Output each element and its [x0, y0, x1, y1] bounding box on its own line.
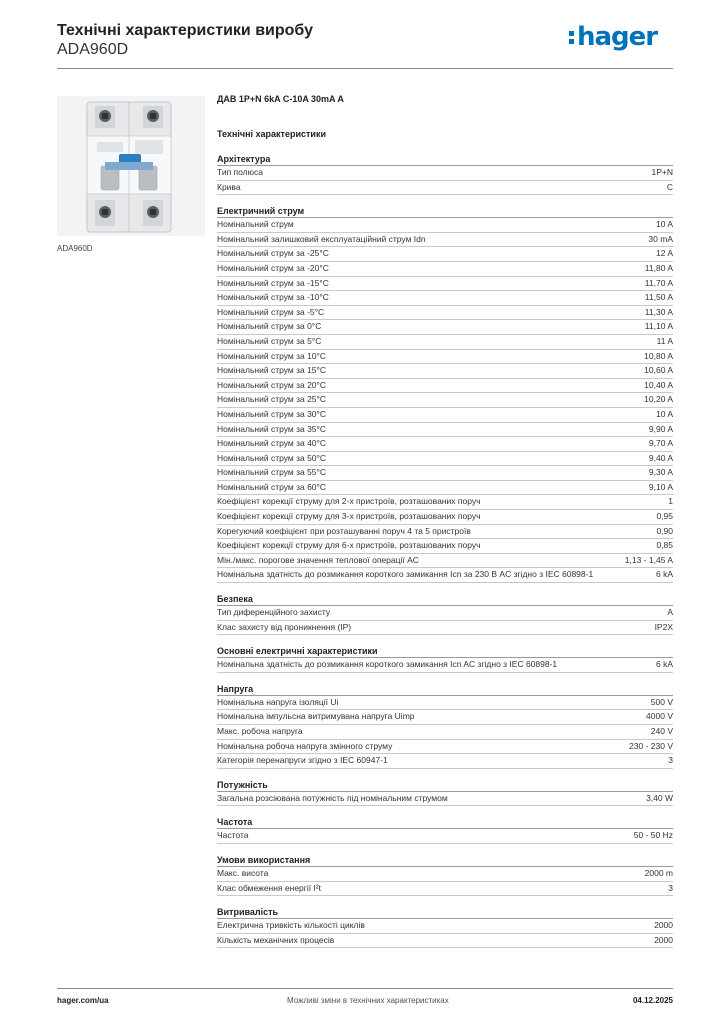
spec-row — [217, 291, 673, 306]
spec-label: Номінальний струм за 50°C — [217, 452, 327, 463]
hager-logo — [569, 22, 673, 52]
spec-label: Крива — [217, 181, 241, 192]
spec-row — [217, 754, 673, 769]
spec-label: Макс. висота — [217, 867, 269, 878]
spec-value: 9,40 A — [648, 452, 673, 463]
spec-value: 11,80 A — [644, 262, 673, 273]
spec-row — [217, 867, 673, 882]
spec-row — [217, 350, 673, 365]
spec-value: 10 A — [655, 408, 673, 419]
spec-value: 1 — [668, 496, 673, 507]
spec-label: Номінальний залишковий експлуатаційний струм Idn — [217, 233, 426, 244]
footer-note: Можливі зміни в технічних характеристиках — [287, 996, 449, 1005]
spec-label: Коефіцієнт корекції струму для 6-х пристроїв, розташованих поруч — [217, 540, 481, 551]
spec-value: 10,60 A — [644, 365, 673, 376]
spec-row — [217, 725, 673, 740]
spec-row — [217, 423, 673, 438]
spec-row — [217, 606, 673, 621]
spec-label: Частота — [217, 830, 249, 841]
section-title: Безпека — [217, 593, 673, 606]
section-title: Частота — [217, 816, 673, 829]
product-image — [57, 96, 205, 236]
spec-value: 10,20 A — [644, 394, 673, 405]
spec-value: 500 V — [650, 696, 673, 707]
spec-row — [217, 919, 673, 934]
spec-row — [217, 452, 673, 467]
spec-label: Номінальний струм за 40°C — [217, 438, 327, 449]
section-title: Напруга — [217, 683, 673, 696]
spec-row — [217, 218, 673, 233]
spec-sections — [217, 153, 673, 948]
spec-row — [217, 568, 673, 583]
spec-label: Загальна розсіювана потужність під номінальним струмом — [217, 792, 448, 803]
spec-row — [217, 829, 673, 844]
spec-content — [217, 94, 673, 948]
spec-row — [217, 335, 673, 350]
spec-label: Номінальна імпульсна витримувана напруга Uimp — [217, 711, 415, 722]
spec-row — [217, 934, 673, 949]
spec-value: 11 A — [656, 335, 673, 346]
spec-row — [217, 710, 673, 725]
section-title: Витривалість — [217, 906, 673, 919]
logo-text: hager — [577, 22, 658, 52]
spec-value: 11,10 A — [644, 321, 673, 332]
spec-row — [217, 262, 673, 277]
spec-row — [217, 510, 673, 525]
spec-section — [217, 153, 673, 195]
spec-heading: Технічні характеристики — [217, 129, 326, 139]
section-title: Потужність — [217, 779, 673, 792]
footer-date: 04.12.2025 — [632, 996, 673, 1005]
spec-section — [217, 205, 673, 583]
spec-row — [217, 437, 673, 452]
spec-value: 0,90 — [656, 525, 673, 536]
spec-section — [217, 645, 673, 673]
spec-value: 11,50 A — [644, 292, 673, 303]
spec-value: 240 V — [650, 726, 673, 736]
spec-section — [217, 906, 673, 948]
spec-row — [217, 882, 673, 897]
spec-section — [217, 779, 673, 807]
spec-row — [217, 306, 673, 321]
spec-label: Тип полюса — [217, 167, 263, 177]
spec-value: 6 kA — [655, 659, 673, 670]
document-title: Технічні характеристики виробу — [57, 22, 313, 39]
spec-label: Номінальний струм за -20°C — [217, 262, 329, 273]
spec-value: 9,90 A — [648, 423, 673, 434]
spec-value: A — [667, 607, 673, 618]
spec-value: 9,30 A — [648, 467, 673, 478]
spec-label: Номінальний струм за 30°C — [217, 408, 327, 419]
spec-value: 4000 V — [646, 711, 673, 722]
product-code: ADA960D — [57, 41, 129, 58]
spec-value: 3 — [668, 755, 673, 766]
spec-label: Тип диференційного захисту — [217, 607, 331, 618]
spec-label: Номінальний струм за 60°C — [217, 481, 327, 492]
spec-row — [217, 539, 673, 554]
spec-label: Номінальний струм за 55°C — [217, 467, 327, 478]
spec-label: Клас обмеження енергії I²t — [217, 882, 322, 893]
product-name: ДАВ 1P+N 6kA C-10A 30mA A — [217, 94, 344, 104]
spec-value: 0,95 — [656, 511, 673, 522]
spec-value: 11,30 A — [644, 306, 673, 317]
section-title: Електричний струм — [217, 205, 673, 218]
spec-label: Номінальна напруга ізоляції Ui — [217, 696, 339, 707]
section-title: Архітектура — [217, 153, 673, 166]
spec-label: Номінальний струм за -10°C — [217, 292, 329, 303]
spec-row — [217, 320, 673, 335]
spec-value: 3 — [668, 882, 673, 893]
spec-label: Номінальний струм за 35°C — [217, 423, 327, 434]
spec-label: Номінальний струм за 20°C — [217, 379, 327, 390]
spec-value: IP2X — [654, 621, 673, 632]
spec-row — [217, 277, 673, 292]
spec-label: Мін./макс. порогове значення теплової операції AC — [217, 554, 419, 565]
spec-label: Номінальний струм за 25°C — [217, 394, 327, 405]
spec-row — [217, 247, 673, 262]
spec-value: 2000 — [654, 934, 673, 945]
spec-label: Коефіцієнт корекції струму для 2-х пристроїв, розташованих поруч — [217, 496, 481, 507]
footer-divider — [57, 988, 673, 989]
spec-row — [217, 740, 673, 755]
spec-row — [217, 233, 673, 248]
spec-label: Номінальний струм за 15°C — [217, 365, 327, 376]
spec-value: 230 - 230 V — [629, 740, 673, 751]
spec-value: 30 mA — [648, 233, 673, 244]
header-divider — [57, 68, 673, 69]
spec-label: Макс. робоча напруга — [217, 726, 303, 736]
spec-value: 10,80 A — [644, 350, 673, 361]
spec-value: 50 - 50 Hz — [633, 830, 673, 841]
spec-row — [217, 495, 673, 510]
spec-row — [217, 658, 673, 673]
page-header — [57, 22, 673, 72]
spec-section — [217, 816, 673, 844]
spec-row — [217, 408, 673, 423]
spec-row — [217, 792, 673, 807]
spec-label: Номінальна здатність до розмикання короткого замикання Icn AC згідно з IEC 60898-1 — [217, 659, 558, 670]
spec-label: Номінальний струм за 10°C — [217, 350, 327, 361]
spec-row — [217, 466, 673, 481]
section-title: Основні електричні характеристики — [217, 645, 673, 658]
product-image-caption: ADA960D — [57, 244, 93, 253]
spec-label: Корегуючий коефіцієнт при розташуванні поруч 4 та 5 пристроїв — [217, 525, 471, 536]
spec-value: 1,13 - 1,45 A — [624, 554, 673, 565]
spec-section — [217, 854, 673, 896]
spec-label: Номінальний струм — [217, 219, 294, 230]
spec-row — [217, 166, 673, 181]
spec-row — [217, 554, 673, 569]
spec-label: Номінальний струм за -25°C — [217, 248, 329, 259]
circuit-breaker-icon — [57, 96, 205, 236]
spec-label: Коефіцієнт корекції струму для 3-х пристроїв, розташованих поруч — [217, 511, 481, 522]
spec-row — [217, 481, 673, 496]
spec-label: Номінальний струм за 0°C — [217, 321, 322, 332]
spec-value: 2000 m — [644, 867, 673, 878]
spec-row — [217, 696, 673, 711]
spec-label: Клас захисту від проникнення (IP) — [217, 621, 352, 632]
spec-value: 10 A — [655, 219, 673, 230]
spec-value: C — [666, 181, 673, 192]
spec-row — [217, 621, 673, 636]
spec-value: 11,70 A — [644, 277, 673, 288]
section-title: Умови використання — [217, 854, 673, 867]
spec-value: 1P+N — [651, 167, 673, 177]
spec-row — [217, 379, 673, 394]
spec-row — [217, 525, 673, 540]
spec-value: 6 kA — [655, 569, 673, 580]
spec-value: 10,40 A — [644, 379, 673, 390]
footer-site-link[interactable]: hager.com/ua — [57, 996, 109, 1005]
spec-section — [217, 593, 673, 635]
spec-label: Категорія перенапруги згідно з IEC 60947-1 — [217, 755, 388, 766]
spec-label: Номінальна здатність до розмикання короткого замикання Icn за 230 В AC згідно з IEC 60898-1 — [217, 569, 594, 580]
spec-row — [217, 393, 673, 408]
spec-label: Електрична тривкість кількості циклів — [217, 920, 365, 931]
spec-value: 2000 — [654, 920, 673, 931]
spec-row — [217, 181, 673, 196]
logo-dots-icon — [569, 31, 575, 49]
spec-label: Кількість механічних процесів — [217, 934, 335, 945]
spec-label: Номінальний струм за 5°C — [217, 335, 322, 346]
spec-label: Номінальна робоча напруга змінного струму — [217, 740, 393, 751]
spec-label: Номінальний струм за -5°C — [217, 306, 325, 317]
spec-section — [217, 683, 673, 769]
spec-value: 3,40 W — [646, 792, 673, 803]
spec-label: Номінальний струм за -15°C — [217, 277, 329, 288]
spec-value: 9,70 A — [648, 438, 673, 449]
spec-value: 9,10 A — [648, 481, 673, 492]
spec-value: 12 A — [655, 248, 673, 259]
spec-row — [217, 364, 673, 379]
spec-value: 0,85 — [656, 540, 673, 551]
